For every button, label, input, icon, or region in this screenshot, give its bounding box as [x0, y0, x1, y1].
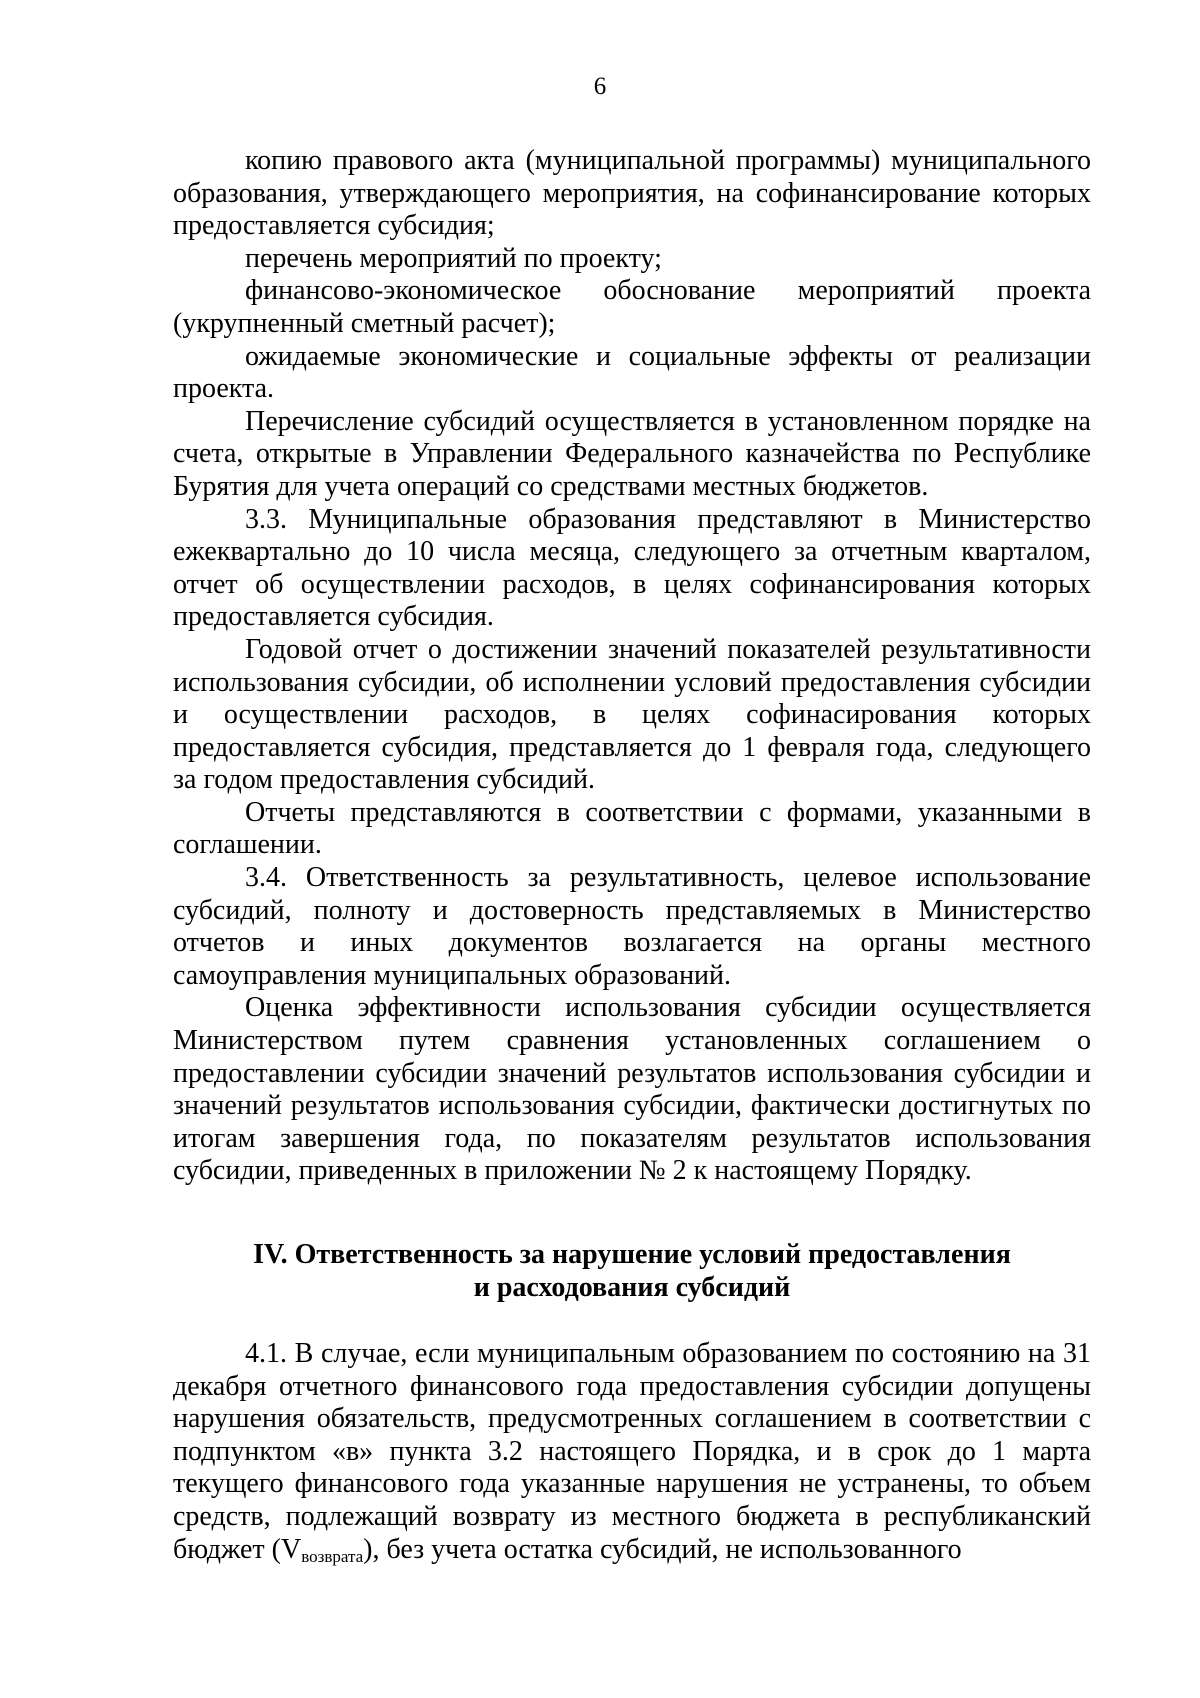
return-volume-subscript: возврата	[301, 1546, 364, 1566]
paragraph-project-activities-list: перечень мероприятий по проекту;	[245, 242, 662, 274]
clause-4-1-text-end: ), без учета остатка субсидий, не использованного	[363, 1533, 962, 1565]
paragraph-clause-3-4: 3.4. Ответственность за результативность, целевое использование субсидий, полноту и достоверность представляемых в Министерство отчетов и иных документов возлагается на органы местного самоуправления муниципальных образований.	[173, 862, 1091, 991]
clause-4-1-text-start: 4.1. В случае, если муниципальным образованием по состоянию на 31 декабря отчетного финансового года предоставления субсидии допущены нарушения обязательств, предусмотренных соглашением в соответствии с подпунктом «в» пункта 3.2 настоящего Порядка, и в срок до 1 марта текущего финансового года указанные нарушения не устранены, то объем средств, подлежащий возврату из местного бюджета в республиканский бюджет (	[173, 1338, 1091, 1565]
paragraph-clause-4-1	[173, 1338, 1091, 1566]
section-heading-line-1: IV. Ответственность за нарушение условий предоставления	[253, 1239, 1011, 1270]
paragraph-clause-3-3: 3.3. Муниципальные образования представляют в Министерство ежеквартально до 10 числа месяца, следующего за отчетным кварталом, отчет об осуществлении расходов, в целях софинансирования которых предоставляется субсидия.	[173, 503, 1091, 633]
return-volume-symbol: V	[280, 1533, 302, 1565]
section-heading	[173, 1238, 1091, 1304]
section-body	[173, 1338, 1091, 1566]
page-number: 6	[593, 73, 607, 100]
document-body	[173, 145, 1091, 1188]
section-heading-line-2: и расходования субсидий	[473, 1272, 791, 1303]
paragraph-financial-justification: финансово-экономическое обоснование мероприятий проекта (укрупненный сметный расчет);	[173, 275, 1091, 339]
paragraph-expected-effects: ожидаемые экономические и социальные эффекты от реализации проекта.	[173, 340, 1091, 405]
paragraph-report-forms: Отчеты представляются в соответствии с формами, указанными в соглашении.	[173, 796, 1091, 861]
paragraph-legal-act-copy: копию правового акта (муниципальной программы) муниципального образования, утверждающего мероприятия, на софинансирование которых предоставляется субсидия;	[173, 145, 1091, 242]
paragraph-efficiency-assessment: Оценка эффективности использования субсидии осуществляется Министерством путем сравнения установленных соглашением о предоставлении субсидии значений результатов использования субсидии и значений результатов использования субсидии, фактически достигнутых по итогам завершения года, по показателям результатов использования субсидии, приведенных в приложении № 2 к настоящему Порядку.	[173, 992, 1091, 1187]
paragraph-subsidy-transfer: Перечисление субсидий осуществляется в установленном порядке на счета, открытые в Управлении Федерального казначейства по Республике Бурятия для учета операций со средствами местных бюджетов.	[173, 405, 1091, 502]
paragraph-annual-report: Годовой отчет о достижении значений показателей результативности использования субсидии, об исполнении условий предоставления субсидии и осуществлении расходов, в целях софинасирования которых предоставляется субсидия, представляется до 1 февраля года, следующего за годом предоставления субсидий.	[173, 633, 1091, 796]
